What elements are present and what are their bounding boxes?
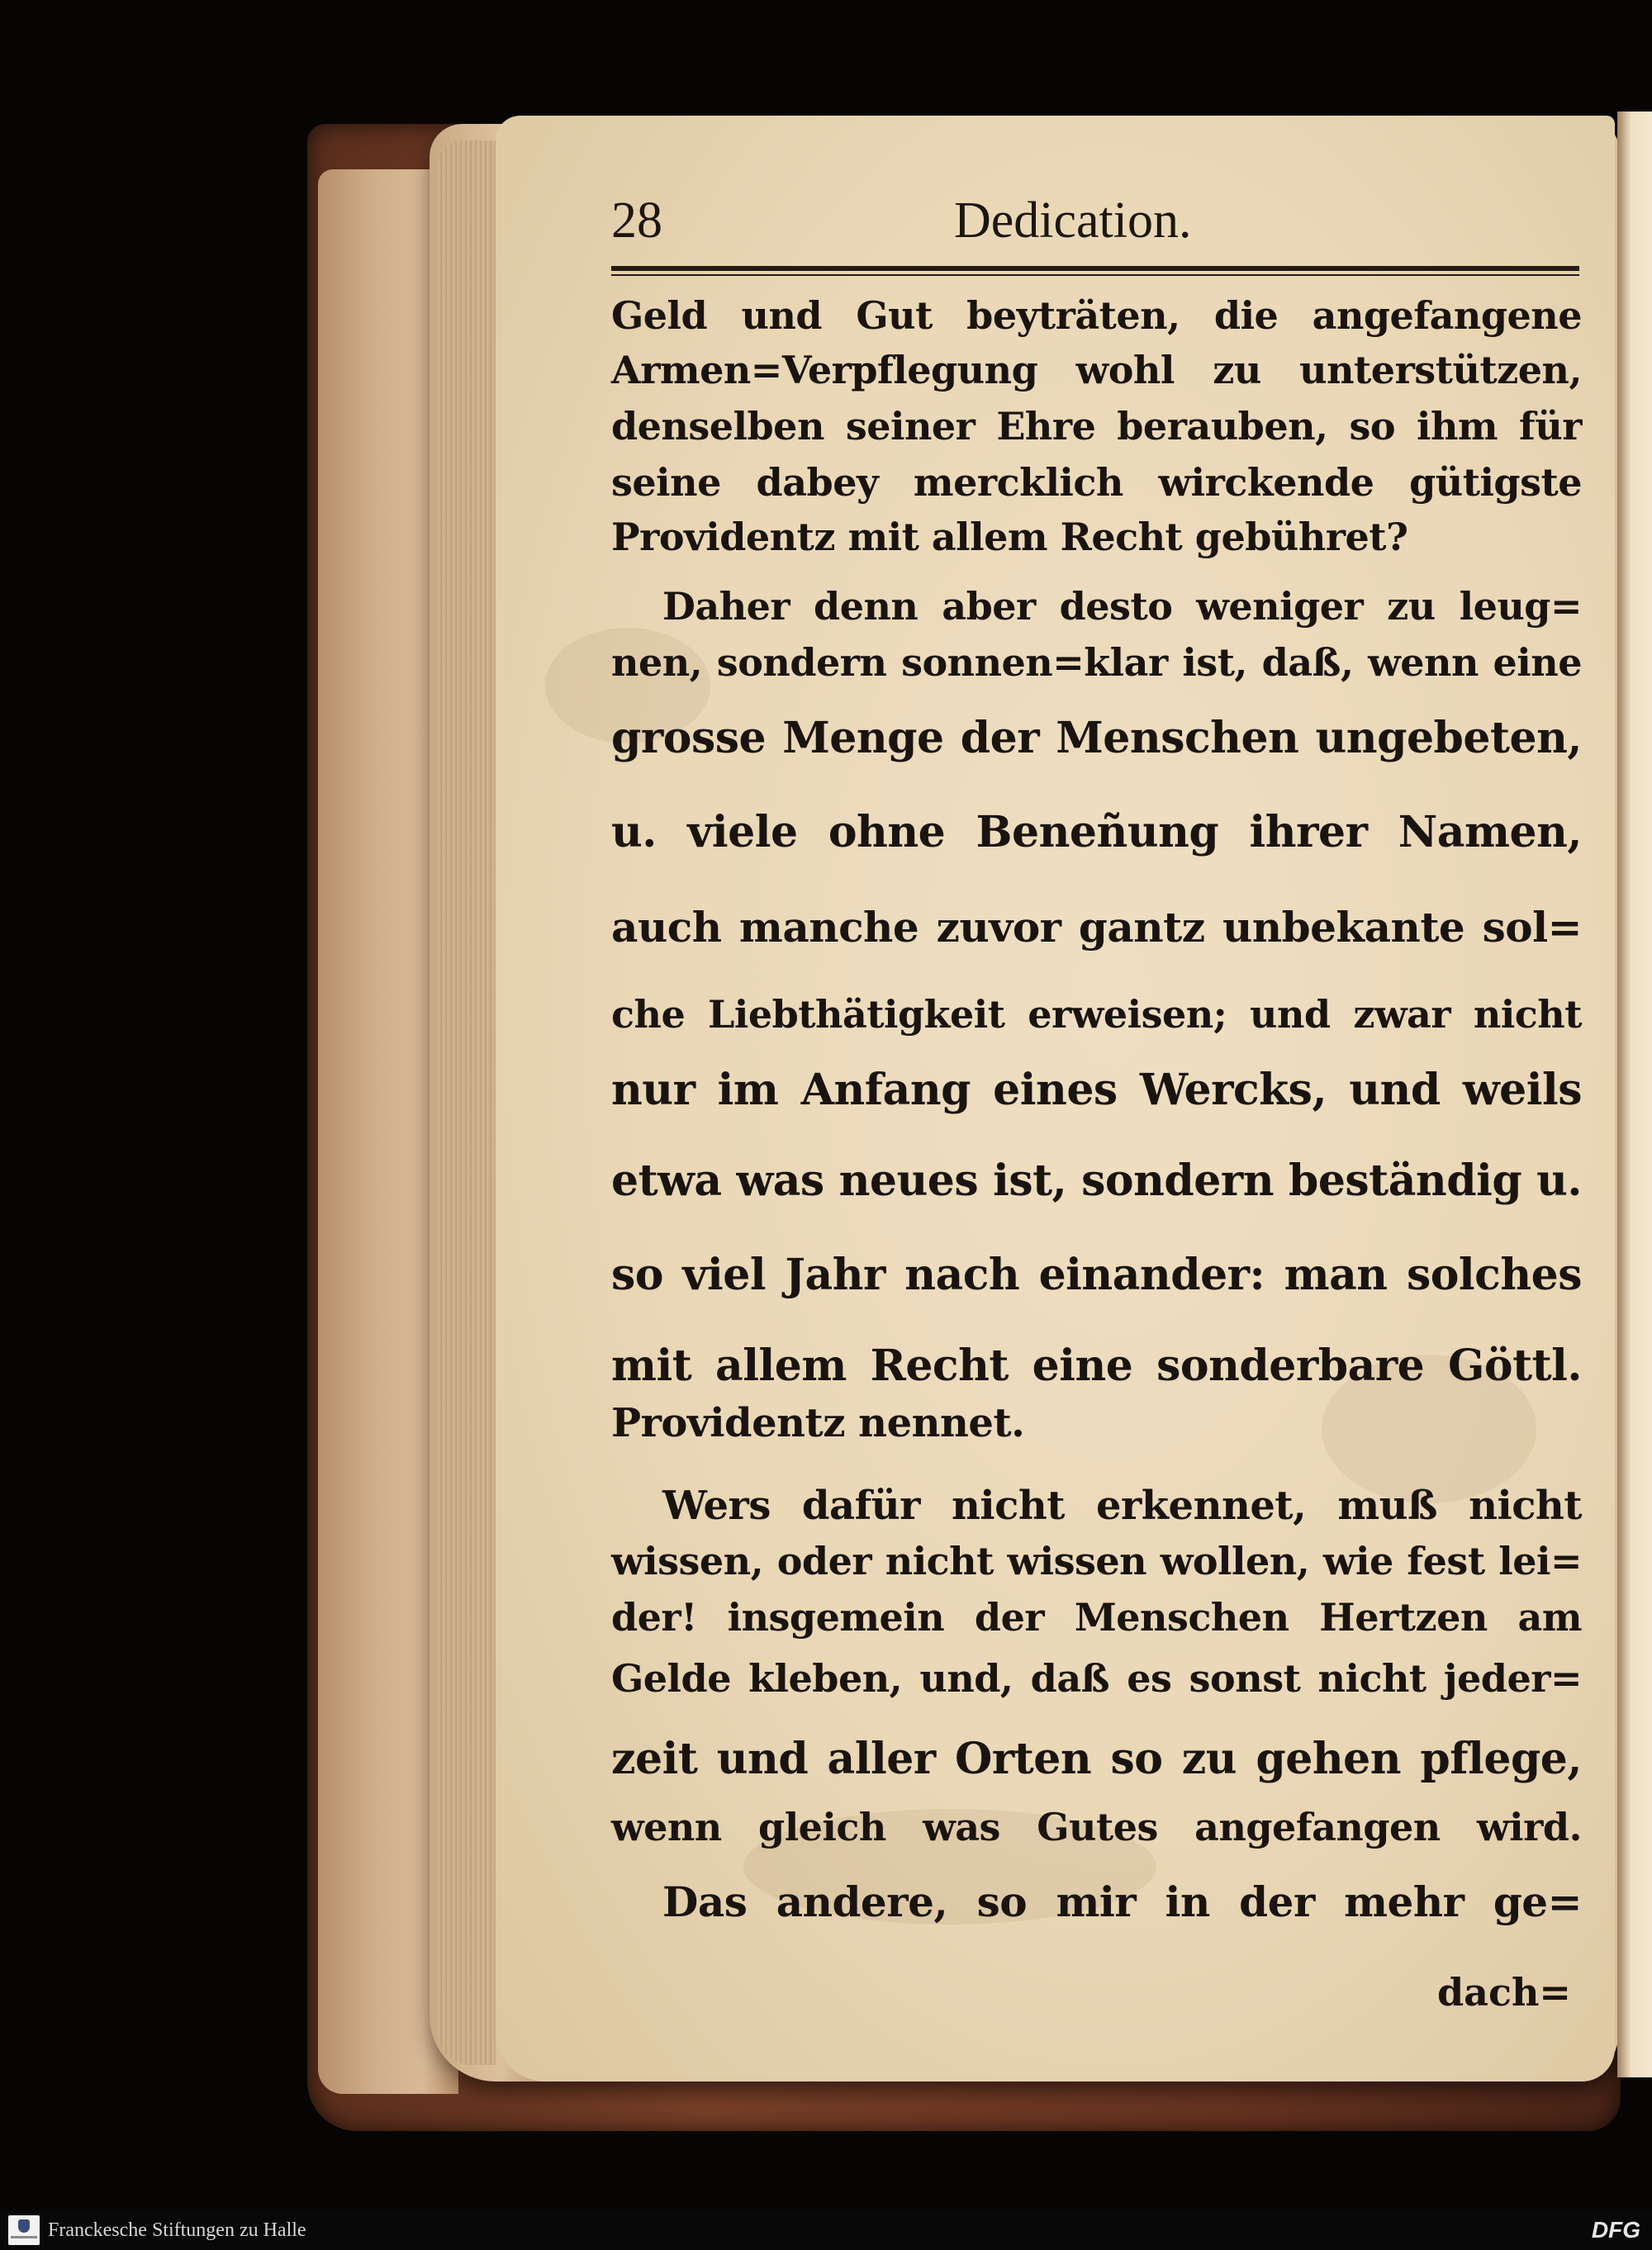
text-line: wissen, oder nicht wissen wollen, wie fest lei= bbox=[611, 1539, 1582, 1583]
text-line: so viel Jahr nach einander: man solches bbox=[611, 1250, 1582, 1300]
text-line: Gelde kleben, und, daß es sonst nicht jeder= bbox=[611, 1656, 1582, 1701]
text-line: der! insgemein der Menschen Hertzen am bbox=[611, 1595, 1582, 1640]
text-line: nur im Anfang eines Wercks, und weils bbox=[611, 1065, 1582, 1115]
text-line: etwa was neues ist, sondern beständig u. bbox=[611, 1156, 1582, 1206]
dfg-logo: DFG bbox=[1591, 2217, 1640, 2243]
catchword: dach= bbox=[1437, 1970, 1571, 2015]
viewer-footer bbox=[0, 2210, 1652, 2250]
text-line: Providentz nennet. bbox=[611, 1400, 1025, 1446]
text-line: mit allem Recht eine sonderbare Göttl. bbox=[611, 1341, 1582, 1391]
page-header bbox=[611, 192, 1578, 266]
institution-name[interactable]: Franckesche Stiftungen zu Halle bbox=[48, 2219, 306, 2241]
institution-logo-icon bbox=[8, 2215, 40, 2245]
text-line: Wers dafür nicht erkennet, muß nicht bbox=[662, 1483, 1582, 1529]
text-line: denselben seiner Ehre berauben, so ihm für bbox=[611, 404, 1582, 449]
page-edges bbox=[438, 140, 496, 2065]
text-line: Daher denn aber desto weniger zu leug= bbox=[662, 584, 1582, 629]
text-line: wenn gleich was Gutes angefangen wird. bbox=[611, 1805, 1582, 1849]
page-number: 28 bbox=[611, 192, 662, 249]
emblem-caption-shape bbox=[11, 2236, 37, 2238]
text-line: zeit und aller Orten so zu gehen pflege, bbox=[611, 1734, 1582, 1784]
header-rule bbox=[611, 266, 1579, 271]
text-line: Geld und Gut beyträten, die angefangene bbox=[611, 293, 1582, 338]
text-line: u. viele ohne Beneñung ihrer Namen, bbox=[611, 807, 1582, 857]
emblem-shape bbox=[18, 2219, 30, 2233]
text-line: che Liebthätigkeit erweisen; und zwar nicht bbox=[611, 992, 1582, 1037]
text-line: nen, sondern sonnen=klar ist, daß, wenn eine bbox=[611, 640, 1582, 685]
running-head: Dedication. bbox=[954, 192, 1192, 249]
text-line: Providentz mit allem Recht gebühret? bbox=[611, 515, 1408, 559]
text-line: auch manche zuvor gantz unbekante sol= bbox=[611, 903, 1582, 952]
text-line: grosse Menge der Menschen ungebeten, bbox=[611, 713, 1582, 763]
header-rule-thin bbox=[611, 274, 1579, 276]
text-line: Das andere, so mir in der mehr ge= bbox=[662, 1877, 1582, 1926]
text-line: seine dabey mercklich wirckende gütigste bbox=[611, 460, 1582, 505]
facing-page-edge bbox=[1617, 112, 1652, 2077]
text-line: Armen=Verpflegung wohl zu unterstützen, bbox=[611, 348, 1582, 392]
